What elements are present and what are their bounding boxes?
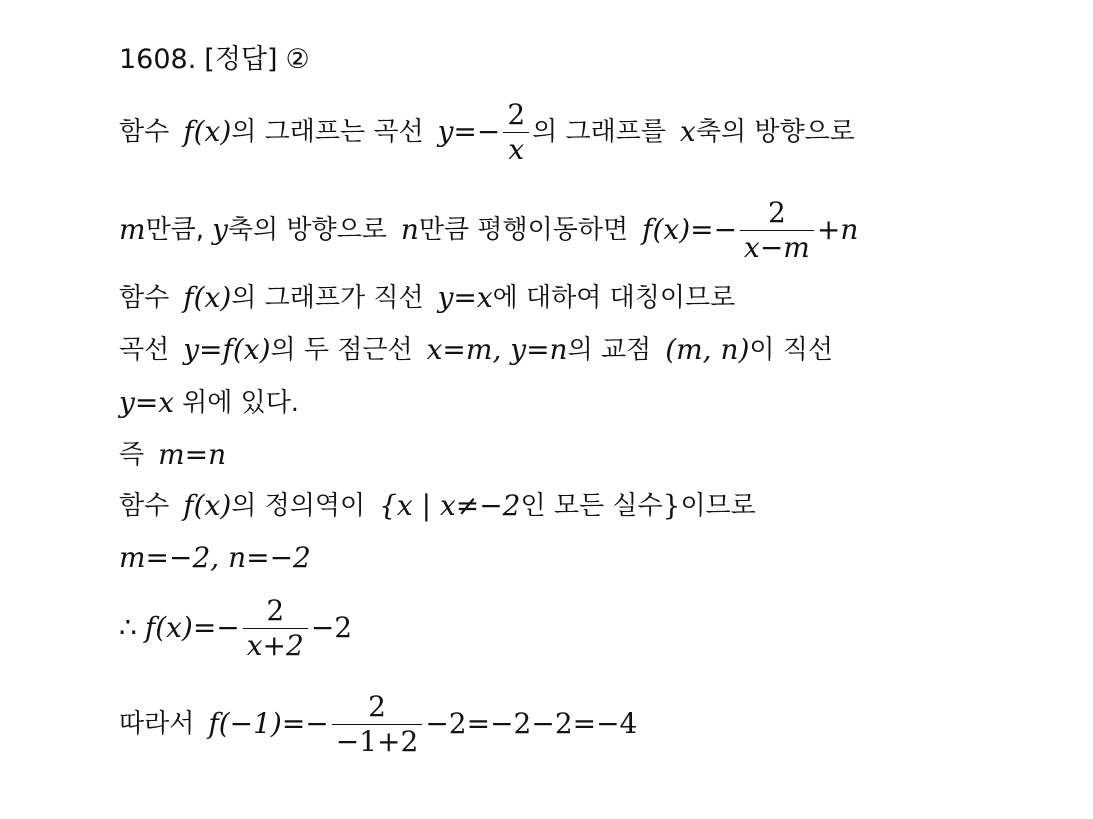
- fraction-denominator: −1+2: [335, 724, 419, 758]
- fraction-denominator: x: [508, 132, 525, 166]
- line-2: [119, 194, 858, 266]
- math-set: {x | x≠−2: [379, 489, 521, 522]
- text: 만큼 평행이동하면: [418, 215, 629, 245]
- problem-number: 1608.: [119, 44, 197, 75]
- math-fx: f(x): [183, 115, 232, 148]
- text: 함수: [119, 283, 170, 313]
- math-eq: y=−: [437, 115, 501, 148]
- math-fx: f(x): [183, 281, 232, 314]
- text: 축의 방향으로: [227, 215, 387, 245]
- math-point: (m, n): [665, 333, 750, 366]
- therefore-symbol: ∴: [119, 611, 137, 644]
- math-eq: x=m, y=n: [426, 333, 568, 366]
- fraction-denominator: x−m: [744, 230, 810, 264]
- text: 위에 있다.: [182, 388, 300, 418]
- math-tail: −2: [310, 611, 353, 644]
- math-var: y: [212, 213, 228, 246]
- math-fx: f(x)=−: [642, 213, 738, 246]
- problem-header: [119, 44, 310, 76]
- math-eq: y=x: [437, 281, 493, 314]
- math-eq: m=−2, n=−2: [119, 541, 311, 574]
- line-3: [119, 282, 735, 314]
- text: 의 교점: [567, 335, 652, 365]
- math-fx: f(x)=−: [144, 611, 240, 644]
- fraction: [332, 689, 423, 758]
- fraction: [740, 195, 814, 264]
- text: 이 직선: [749, 335, 834, 365]
- math-eq: y=x: [119, 386, 175, 419]
- line-4: [119, 334, 833, 366]
- text: 이므로: [680, 491, 756, 521]
- text: 함수: [119, 491, 170, 521]
- fraction-numerator: 2: [266, 593, 285, 627]
- text: 의 그래프는 곡선: [231, 117, 424, 147]
- text: 의 그래프를: [532, 117, 667, 147]
- answer-value: ②: [285, 44, 310, 75]
- fraction-numerator: 2: [507, 97, 526, 131]
- text: 의 정의역이: [231, 491, 366, 521]
- fraction-denominator: x+2: [246, 628, 304, 662]
- line-6: [119, 439, 226, 471]
- text: 축의 방향으로: [695, 117, 855, 147]
- line-8: [119, 542, 311, 574]
- text: 의 그래프가 직선: [231, 283, 424, 313]
- math-brace: }: [662, 489, 681, 522]
- text: 에 대하여 대칭이므로: [492, 283, 736, 313]
- fraction-numerator: 2: [768, 195, 786, 229]
- text: 만큼,: [145, 215, 205, 245]
- text: 의 두 점근선: [270, 335, 413, 365]
- line-7: [119, 490, 756, 522]
- text: 인 모든 실수: [520, 491, 663, 521]
- math-var: n: [400, 213, 419, 246]
- line-9: [119, 592, 352, 664]
- text: 즉: [119, 440, 145, 470]
- math-tail: +n: [816, 213, 859, 246]
- math-fx: f(x): [183, 489, 232, 522]
- line-5: [119, 387, 299, 419]
- answer-label: [정답]: [204, 44, 278, 75]
- line-10: [119, 688, 637, 760]
- math-eq: m=n: [158, 438, 227, 471]
- text: 함수: [119, 117, 170, 147]
- math-var: m: [119, 213, 146, 246]
- text: 곡선: [119, 335, 170, 365]
- line-1: [119, 96, 855, 168]
- text: 따라서: [119, 709, 195, 739]
- fraction: [503, 97, 529, 166]
- fraction-numerator: 2: [368, 689, 386, 723]
- math-var: x: [680, 115, 696, 148]
- math-eq: y=f(x): [183, 333, 271, 366]
- math-tail: −2=−2−2=−4: [425, 707, 638, 740]
- fraction: [243, 593, 308, 662]
- math-fx: f(−1)=−: [208, 707, 329, 740]
